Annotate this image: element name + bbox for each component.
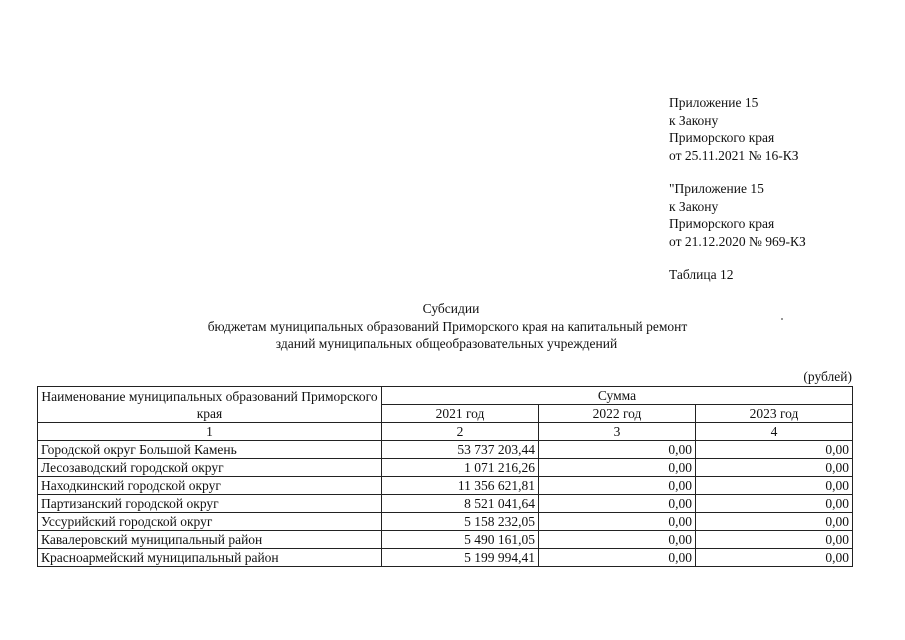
appendix-previous-line: "Приложение 15: [669, 181, 764, 196]
amount-2023-cell: 0,00: [696, 513, 853, 531]
amount-2022-cell: 0,00: [539, 477, 696, 495]
appendix-current-block: [669, 94, 799, 164]
title-line: бюджетам муниципальных образований Приморского края на капитальный ремонт: [207, 318, 688, 334]
table-row: [38, 513, 853, 531]
scan-speck: [781, 318, 783, 320]
table-row: [38, 531, 853, 549]
units-label: (рублей): [803, 369, 852, 384]
municipality-name-cell: Городской округ Большой Камень: [38, 441, 382, 459]
column-number-cell: 1: [38, 423, 382, 441]
amount-2022-cell: 0,00: [539, 549, 696, 567]
appendix-previous-line: от 21.12.2020 № 969-КЗ: [669, 233, 806, 249]
amount-2021-cell: 5 199 994,41: [382, 549, 539, 567]
amount-2022-cell: 0,00: [539, 459, 696, 477]
document-title: [0, 300, 905, 353]
amount-2021-cell: 5 158 232,05: [382, 513, 539, 531]
header-sum-cell: Сумма: [382, 387, 853, 405]
appendix-previous-line: к Закону: [669, 198, 719, 214]
amount-2021-cell: 1 071 216,26: [382, 459, 539, 477]
amount-2021-cell: 53 737 203,44: [382, 441, 539, 459]
table-number: Таблица 12: [669, 267, 734, 282]
amount-2023-cell: 0,00: [696, 495, 853, 513]
table-row: [38, 549, 853, 567]
appendix-previous-line: Приморского края: [669, 216, 775, 231]
municipality-name-cell: Лесозаводский городской округ: [38, 459, 382, 477]
amount-2022-cell: 0,00: [539, 441, 696, 459]
municipality-name-cell: Красноармейский муниципальный район: [38, 549, 382, 567]
amount-2023-cell: 0,00: [696, 459, 853, 477]
appendix-current-line: Приморского края: [669, 130, 775, 145]
amount-2021-cell: 8 521 041,64: [382, 495, 539, 513]
table-row: [38, 477, 853, 495]
header-year-cell: 2021 год: [382, 405, 539, 423]
amount-2021-cell: 11 356 621,81: [382, 477, 539, 495]
title-line: зданий муниципальных общеобразовательных учреждений: [275, 336, 618, 351]
column-number-cell: 3: [539, 423, 696, 441]
municipality-name-cell: Находкинский городской округ: [38, 477, 382, 495]
municipality-name-cell: Партизанский городской округ: [38, 495, 382, 513]
column-number-cell: 4: [696, 423, 853, 441]
appendix-current-line: от 25.11.2021 № 16-КЗ: [669, 147, 799, 163]
municipality-name-cell: Кавалеровский муниципальный район: [38, 531, 382, 549]
subsidies-table: [37, 386, 853, 567]
header-name-cell: Наименование муниципальных образований Приморского края: [38, 387, 382, 423]
amount-2023-cell: 0,00: [696, 441, 853, 459]
amount-2023-cell: 0,00: [696, 477, 853, 495]
amount-2021-cell: 5 490 161,05: [382, 531, 539, 549]
title-line: Субсидии: [422, 301, 480, 316]
amount-2023-cell: 0,00: [696, 531, 853, 549]
amount-2022-cell: 0,00: [539, 531, 696, 549]
table-row: [38, 459, 853, 477]
appendix-previous-block: [669, 180, 806, 250]
header-year-cell: 2023 год: [696, 405, 853, 423]
appendix-current-line: Приложение 15: [669, 95, 759, 110]
table-header-row: [38, 387, 853, 405]
amount-2022-cell: 0,00: [539, 495, 696, 513]
header-year-cell: 2022 год: [539, 405, 696, 423]
amount-2023-cell: 0,00: [696, 549, 853, 567]
column-number-cell: 2: [382, 423, 539, 441]
appendix-current-line: к Закону: [669, 112, 719, 128]
amount-2022-cell: 0,00: [539, 513, 696, 531]
table-row: [38, 441, 853, 459]
municipality-name-cell: Уссурийский городской округ: [38, 513, 382, 531]
column-numbers-row: [38, 423, 853, 441]
table-row: [38, 495, 853, 513]
